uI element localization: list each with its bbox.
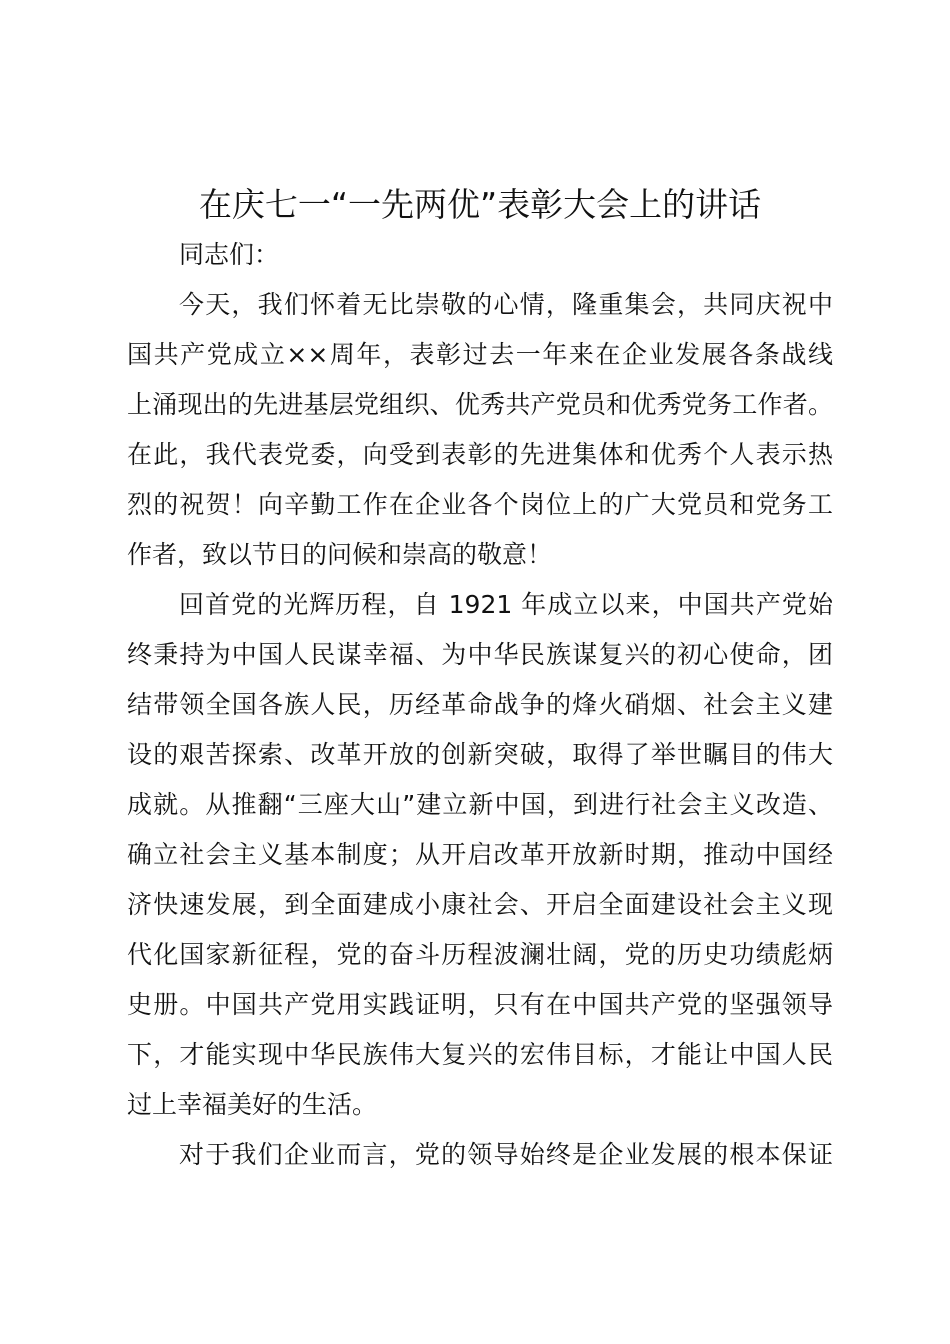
text-line: 确立社会主义基本制度；从开启改革开放新时期，推动中国经 [127, 840, 833, 869]
text-line: 回首党的光辉历程，自 1921 年成立以来，中国共产党始 [179, 590, 833, 619]
text-line: 国共产党成立××周年，表彰过去一年来在企业发展各条战线 [127, 340, 833, 369]
text-line: 下，才能实现中华民族伟大复兴的宏伟目标，才能让中国人民 [127, 1040, 833, 1069]
text-line: 作者，致以节日的问候和崇高的敬意！ [127, 540, 553, 569]
text-line: 史册。中国共产党用实践证明，只有在中国共产党的坚强领导 [127, 990, 833, 1019]
text-line: 终秉持为中国人民谋幸福、为中华民族谋复兴的初心使命，团 [127, 640, 833, 669]
paragraph-2 [127, 580, 833, 1130]
text-line: 上涌现出的先进基层党组织、优秀共产党员和优秀党务工作者。 [127, 390, 833, 419]
text-line: 今天，我们怀着无比崇敬的心情，隆重集会，共同庆祝中 [179, 290, 833, 319]
document-page [127, 180, 833, 1180]
text-line: 在此，我代表党委，向受到表彰的先进集体和优秀个人表示热 [127, 440, 833, 469]
salutation: 同志们： [179, 240, 280, 269]
text-line: 烈的祝贺！向辛勤工作在企业各个岗位上的广大党员和党务工 [127, 490, 833, 519]
text-line: 济快速发展，到全面建成小康社会、开启全面建设社会主义现 [127, 890, 833, 919]
text-line: 对于我们企业而言，党的领导始终是企业发展的根本保证 [179, 1140, 833, 1169]
text-line: 成就。从推翻“三座大山”建立新中国，到进行社会主义改造、 [127, 790, 833, 819]
text-line: 结带领全国各族人民，历经革命战争的烽火硝烟、社会主义建 [127, 690, 833, 719]
text-line: 过上幸福美好的生活。 [127, 1090, 378, 1119]
paragraph-1 [127, 280, 833, 580]
text-line: 设的艰苦探索、改革开放的创新突破，取得了举世瞩目的伟大 [127, 740, 833, 769]
text-line: 代化国家新征程，党的奋斗历程波澜壮阔，党的历史功绩彪炳 [127, 940, 833, 969]
paragraph-3 [127, 1130, 833, 1180]
document-title: 在庆七一“一先两优”表彰大会上的讲话 [198, 185, 762, 224]
